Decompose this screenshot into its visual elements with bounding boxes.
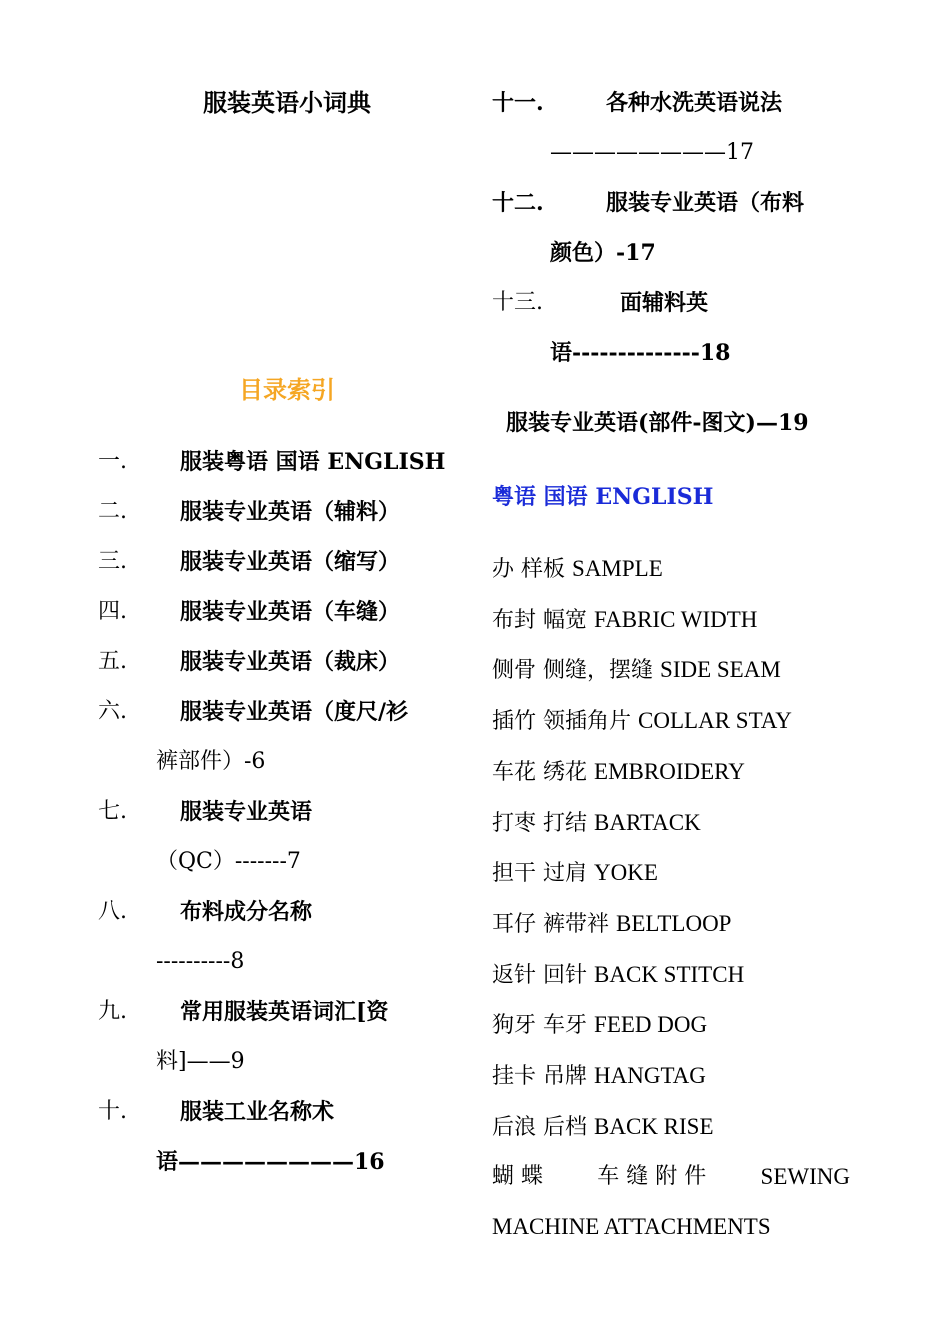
mandarin-term: 后档: [543, 1114, 588, 1140]
english-term: EMBROIDERY: [594, 758, 745, 784]
toc-item[interactable]: [98, 1087, 458, 1137]
toc-number: 九.: [98, 999, 127, 1024]
toc-text: 各种水洗英语说法: [606, 90, 783, 116]
toc-number: 六.: [98, 699, 127, 724]
language-header: 粤语 国语 ENGLISH: [492, 484, 714, 510]
toc-number: 四.: [98, 599, 127, 624]
english-term: BELTLOOP: [616, 910, 732, 936]
mandarin-term: 车牙: [543, 1013, 588, 1039]
mandarin-term: 回针: [543, 962, 588, 988]
toc-number: 五.: [98, 649, 127, 674]
cantonese-term: 蝴 蝶: [492, 1164, 543, 1190]
toc-number: 十二.: [492, 190, 544, 216]
cantonese-term: 返针: [492, 962, 537, 988]
glossary-row: [492, 950, 872, 1001]
english-term: COLLAR STAY: [638, 708, 792, 734]
english-term: FEED DOG: [594, 1012, 708, 1038]
mandarin-term: 车 缝 附 件: [597, 1164, 707, 1190]
mandarin-term: 吊牌: [543, 1064, 588, 1090]
glossary-row: [492, 696, 872, 747]
glossary-row: [492, 1152, 850, 1202]
toc-item[interactable]: [492, 178, 872, 228]
english-term: YOKE: [594, 860, 658, 886]
toc-number: 八.: [98, 899, 127, 924]
glossary-row: [492, 1000, 872, 1051]
cantonese-term: 担干: [492, 861, 537, 887]
toc-continuation: 料]——9: [156, 1049, 245, 1074]
cantonese-term: 耳仔: [492, 911, 537, 937]
toc-list-left: [98, 437, 458, 1187]
glossary-row: [492, 798, 872, 849]
mandarin-term: 裤带袢: [543, 911, 610, 937]
toc-continuation: 颜色）-17: [550, 240, 656, 266]
mandarin-term: 领插角片: [543, 709, 632, 735]
toc-continuation: 语--------------18: [550, 340, 731, 366]
english-term: SIDE SEAM: [660, 657, 781, 683]
toc-number: 十.: [98, 1099, 127, 1124]
cantonese-term: 挂卡: [492, 1064, 537, 1090]
toc-continuation: 语————————16: [156, 1149, 385, 1175]
english-term: SAMPLE: [572, 556, 663, 581]
english-term: BARTACK: [594, 809, 701, 835]
english-term: MACHINE ATTACHMENTS: [492, 1214, 771, 1240]
cantonese-term: 办: [492, 557, 515, 582]
toc-number: 十三.: [492, 290, 543, 315]
toc-text: 服装专业英语: [180, 799, 313, 825]
toc-item[interactable]: [98, 887, 458, 937]
cantonese-term: 打枣: [492, 810, 537, 836]
toc-item[interactable]: [98, 537, 458, 587]
toc-text: 服装专业英语（裁床）: [180, 649, 401, 675]
cantonese-term: 车花: [492, 759, 537, 785]
glossary-row: [492, 747, 872, 798]
toc-continuation: ————————17: [550, 140, 754, 165]
toc-text: 服装粤语 国语 ENGLISH: [180, 449, 446, 475]
toc-item[interactable]: [98, 637, 458, 687]
section-heading: 服装专业英语(部件-图文)—19: [506, 410, 809, 436]
cantonese-term: 狗牙: [492, 1013, 537, 1039]
english-term: HANGTAG: [594, 1063, 706, 1089]
toc-item[interactable]: [98, 437, 458, 487]
toc-number: 一.: [98, 449, 127, 474]
toc-number: 十一.: [492, 90, 544, 116]
toc-number: 三.: [98, 549, 127, 574]
mandarin-term: 过肩: [543, 861, 588, 887]
toc-item[interactable]: [492, 78, 872, 128]
cantonese-term: 布封: [492, 607, 537, 633]
cantonese-term: 侧骨: [492, 658, 537, 684]
toc-text: 服装专业英语（辅料）: [180, 499, 401, 525]
toc-continuation: （QC）-------7: [156, 849, 301, 874]
english-term: SEWING: [760, 1164, 850, 1190]
glossary-row: [492, 1051, 872, 1102]
english-term: BACK STITCH: [594, 961, 745, 987]
cantonese-term: 后浪: [492, 1114, 537, 1140]
toc-text: 服装专业英语（车缝）: [180, 599, 401, 625]
mandarin-term: 幅宽: [543, 607, 588, 633]
toc-continuation: 裤部件）-6: [156, 749, 266, 774]
toc-item[interactable]: [98, 787, 458, 837]
toc-item[interactable]: [98, 487, 458, 537]
left-column: [98, 78, 458, 1187]
cantonese-term: 插竹: [492, 709, 537, 735]
toc-text: 面辅料英: [620, 290, 709, 316]
english-term: BACK RISE: [594, 1113, 714, 1139]
mandarin-term: 打结: [543, 810, 588, 836]
glossary-row: [492, 848, 872, 899]
toc-text: 服装专业英语（度尺/衫: [180, 699, 409, 725]
toc-number: 七.: [98, 799, 127, 824]
mandarin-term: 绣花: [543, 759, 588, 785]
toc-number: 二.: [98, 499, 127, 524]
glossary-row: [492, 899, 872, 950]
glossary-list: [492, 544, 872, 1253]
glossary-row: [492, 1102, 872, 1153]
glossary-row-continuation: [492, 1202, 872, 1253]
mandarin-term: 侧缝，摆缝: [543, 658, 654, 684]
document-title: 服装英语小词典: [203, 88, 371, 117]
toc-text: 常用服装英语词汇[资: [180, 999, 389, 1025]
glossary-row: [492, 595, 872, 646]
toc-text: 服装专业英语（布料: [606, 190, 805, 216]
toc-item[interactable]: [492, 278, 872, 328]
toc-text: 服装工业名称术: [180, 1099, 335, 1125]
toc-item[interactable]: [98, 987, 458, 1037]
toc-list-right: [492, 78, 872, 378]
mandarin-term: 样板: [521, 557, 566, 582]
right-column: [492, 78, 872, 1253]
toc-text: 布料成分名称: [180, 899, 313, 925]
toc-heading: 目录索引: [239, 375, 335, 404]
toc-item[interactable]: [98, 687, 458, 737]
toc-continuation: ----------8: [156, 949, 245, 974]
toc-item[interactable]: [98, 587, 458, 637]
glossary-row: [492, 645, 872, 696]
glossary-row: [492, 544, 872, 595]
toc-text: 服装专业英语（缩写）: [180, 549, 401, 575]
english-term: FABRIC WIDTH: [594, 606, 758, 632]
